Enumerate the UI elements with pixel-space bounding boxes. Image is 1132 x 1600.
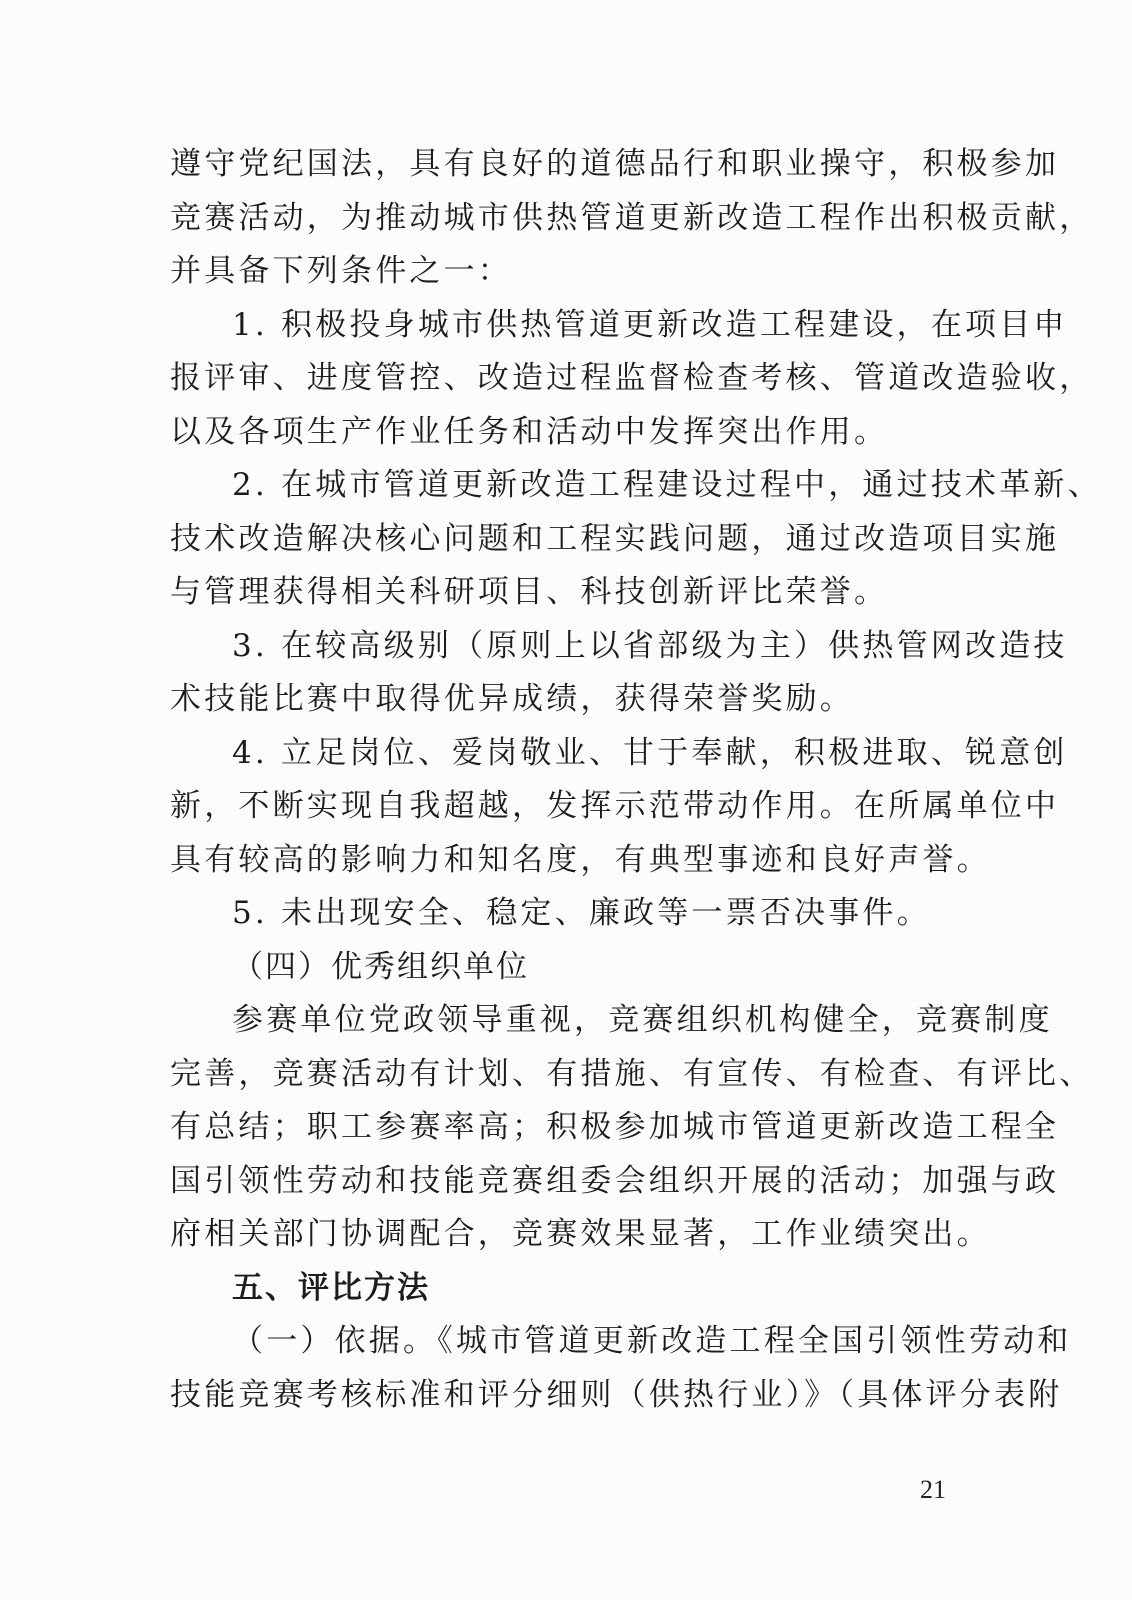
- text-line: 技术改造解决核心问题和工程实践问题，通过改造项目实施: [170, 520, 1060, 557]
- text-line: 新，不断实现自我超越，发挥示范带动作用。在所属单位中: [170, 788, 1060, 824]
- list-item-1: 1. 积极投身城市供热管道更新改造工程建设，在项目申: [232, 306, 1068, 343]
- text-line: 国引领性劳动和技能竞赛组委会组织开展的活动；加强与政: [170, 1162, 1060, 1199]
- paragraph-start: 参赛单位党政领导重视，竞赛组织机构健全，竞赛制度: [232, 1002, 1053, 1038]
- document-body: [170, 138, 1102, 1422]
- text-line: 报评审、进度管控、改造过程监督检查考核、管道改造验收，: [170, 360, 1094, 396]
- text-line: 完善，竞赛活动有计划、有措施、有宣传、有检查、有评比、: [170, 1055, 1094, 1092]
- list-item-5: 5. 未出现安全、稳定、廉政等一票否决事件。: [232, 895, 931, 931]
- text-line: 府相关部门协调配合，竞赛效果显著，工作业绩突出。: [170, 1216, 991, 1252]
- section-heading: 五、评比方法: [232, 1269, 430, 1306]
- text-line: 竞赛活动，为推动城市供热管道更新改造工程作出积极贡献，: [170, 199, 1094, 236]
- text-line: 遵守党纪国法，具有良好的道德品行和职业操守，积极参加: [170, 146, 1060, 182]
- text-line: 与管理获得相关科研项目、科技创新评比荣誉。: [170, 574, 889, 610]
- list-item-3: 3. 在较高级别（原则上以省部级为主）供热管网改造技: [232, 627, 1068, 664]
- text-line: 技能竞赛考核标准和评分细则（供热行业）》（具体评分表附: [170, 1376, 1063, 1413]
- text-line: 术技能比赛中取得优异成绩，获得荣誉奖励。: [170, 681, 854, 717]
- paragraph-start: （一）依据。《城市管道更新改造工程全国引领性劳动和: [232, 1323, 1072, 1359]
- page-number: 21: [920, 1475, 946, 1504]
- text-line: 并具备下列条件之一：: [170, 253, 512, 289]
- text-line: 有总结；职工参赛率高；积极参加城市管道更新改造工程全: [170, 1109, 1060, 1145]
- list-item-4: 4. 立足岗位、爱岗敬业、甘于奉献，积极进取、锐意创: [232, 734, 1068, 771]
- list-item-2: 2. 在城市管道更新改造工程建设过程中，通过技术革新、: [232, 467, 1102, 503]
- section-subheading: （四）优秀组织单位: [232, 948, 529, 985]
- text-line: 具有较高的影响力和知名度，有典型事迹和良好声誉。: [170, 841, 991, 878]
- text-line: 以及各项生产作业任务和活动中发挥突出作用。: [170, 413, 889, 450]
